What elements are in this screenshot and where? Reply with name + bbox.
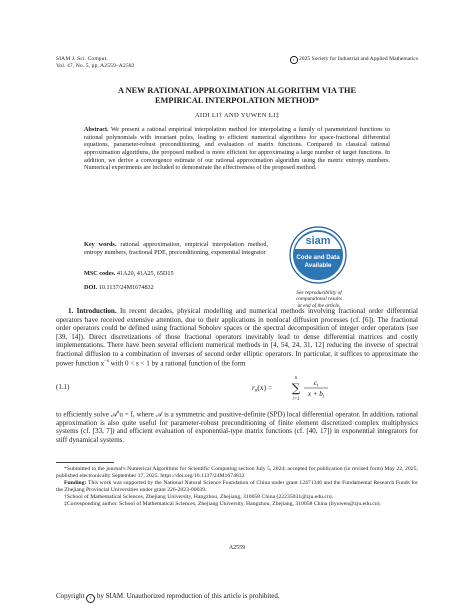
- equation-formula: [252, 373, 362, 403]
- article-doi-link[interactable]: https://doi.org/10.1137/24M1674832: [160, 473, 245, 480]
- badge-caption: See reproducibility of computational results at end of the article.: [296, 290, 342, 309]
- msc-text: 41A20, 41A25, 65D15: [116, 270, 174, 277]
- msc-codes: [84, 270, 174, 278]
- copyright-icon: c: [86, 594, 95, 603]
- footnotes: [56, 466, 418, 509]
- intro-paragraph-2: to efficiently solve 𝒜$^s$u = f, where 𝒜 is a symmetric and positive-definite (SPD) local differential operator. In addition, rational approximation is also quite useful for parameter-robust preconditioning of finite element discretized complex multiphysics systems (cf. [33, 7]) and efficient evaluation of exponential-type matrix functions (cf. [40, 17]) in exponential integrators for stiff dynamical systems.: [56, 410, 418, 444]
- keywords-text: rational approximation, empirical interpolation method, entropy numbers, fractional PDE, preconditioning, exponential integrator: [84, 241, 269, 256]
- badge-brand: siam: [305, 235, 331, 247]
- copyright-notice: Copyright c by SIAM. Unauthorized reproduction of this article is prohibited.: [56, 592, 280, 601]
- doi: [84, 284, 154, 292]
- keywords: [84, 241, 268, 256]
- equation-number: (1.1): [56, 383, 70, 391]
- badge-line2: Available: [304, 262, 332, 269]
- footnote-submission: *Submitted to the journal's Numerical Algorithms for Scientific Computing section July 5, 2024; accepted for publication (in revised form) May 22, 2025; published electronically September 17, 2025. https://doi.org/10.1137/24M1674832: [56, 466, 418, 480]
- svg-text:i=1: i=1: [292, 397, 300, 402]
- footnote-author-2: ‡Corresponding author. School of Mathematical Sciences, Zhejiang University, Hangzhou, Zhejiang, 310058 China (liyuwen@zju.edu.cn).: [64, 501, 381, 508]
- page-number: A2559: [228, 545, 246, 551]
- intro-paragraph-1: In recent decades, physical modelling and numerical methods involving fractional order differential operators have received extensive attention, due to their applications in nonlocal diffusion processes (cf. [6]). The fractional order operators could be defined using fractional Sobolev spaces or the spectral decomposition of integer order operators (see [39, 14]). Direct discretizations of those fractional operators inevitably lead to dense differential matrices and costly implementations. There have been several efficient numerical methods in [4, 54, 24, 31, 12] reducing the inverse of spectral fractional diffusion to a combination of inverses of second order elliptic operators. In particular, it suffices to approximate the power function x: [56, 307, 418, 368]
- journal-name: SIAM J. Sci. Comput.: [56, 56, 108, 62]
- introduction-section: 1. Introduction. In recent decades, physical modelling and numerical methods involving fractional order differential operators have received extensive attention, due to their applications in nonlocal diffusion processes (cf. [6]). The fractional order operators could be defined using fractional Sobolev spaces or the spectral decomposition of integer order operators (see [39, 14]). Direct discretizations of those fractional operators inevitably lead to dense differential matrices and costly implementations. There have been several efficient numerical methods in [4, 54, 24, 31, 12] reducing the inverse of spectral fractional diffusion to a combination of inverses of second order elliptic operators. In particular, it suffices to approximate the power function $x^{-s}$ with 0 < s < 1 by a rational function of the form: [56, 307, 418, 368]
- journal-header: [56, 56, 135, 70]
- badge-icon: [289, 226, 347, 284]
- abstract: [84, 126, 390, 172]
- svg-text:x + bi: $x + b_i$: [307, 390, 325, 400]
- footnote-funding: Funding: This work was supported by the National Natural Science Foundation of China under grant 12471346 and the Fundamental Research Funds for the Zhejiang Provincial Universities under grant 226-2023-00039.: [56, 480, 418, 494]
- doi-text[interactable]: 10.1137/24M1674832: [98, 284, 154, 291]
- paper-title: A NEW RATIONAL APPROXIMATION ALGORITHM VIA THE EMPIRICAL INTERPOLATION METHOD*: [117, 86, 357, 105]
- code-data-badge[interactable]: [289, 226, 347, 284]
- journal-volume: Vol. 47, No. 5, pp. A2559–A2582: [56, 63, 135, 69]
- svg-text:∑: ∑: [291, 381, 301, 395]
- author-list: AIDI LI† AND YUWEN LI‡: [194, 112, 280, 119]
- svg-text:n: n: [294, 376, 298, 381]
- footnote-divider: [56, 462, 114, 463]
- footnote-author-1: †School of Mathematical Sciences, Zhejiang University, Hangzhou, Zhejiang, 310058 China (22235031@zju.edu.cn).: [64, 494, 334, 501]
- svg-text:rn(x) =: $r_n(x)$ =: [252, 383, 273, 394]
- svg-text:ci: $c_i$: [313, 379, 319, 389]
- abstract-label: Abstract.: [84, 126, 109, 133]
- society-copyright-text: 2025 Society for Industrial and Applied Mathematics: [299, 56, 418, 62]
- badge-line1: Code and Data: [296, 254, 340, 261]
- msc-label: MSC codes.: [84, 270, 116, 277]
- abstract-text: We present a rational empirical interpolation method for interpolating a family of parametrized functions to rational polynomials with invariant poles, leading to efficient numerical algorithms for space-fractional differential equations, parameter-robust preconditioning, and evaluation of matrix functions. Compared to classical rational approximation algorithms, the proposed method is more efficient for approximating a large number of target functions. In addition, we derive a convergence estimate of our rational approximation algorithm using the metric entropy numbers. Numerical experiments are included to demonstrate the effectiveness of the proposed method.: [84, 126, 390, 172]
- society-copyright: [290, 56, 418, 64]
- equation-1-1: [56, 373, 418, 403]
- section-heading: 1. Introduction.: [68, 307, 117, 315]
- doi-label: DOI.: [84, 284, 98, 291]
- copyright-icon: c: [290, 56, 298, 64]
- keywords-label: Key words.: [84, 241, 117, 248]
